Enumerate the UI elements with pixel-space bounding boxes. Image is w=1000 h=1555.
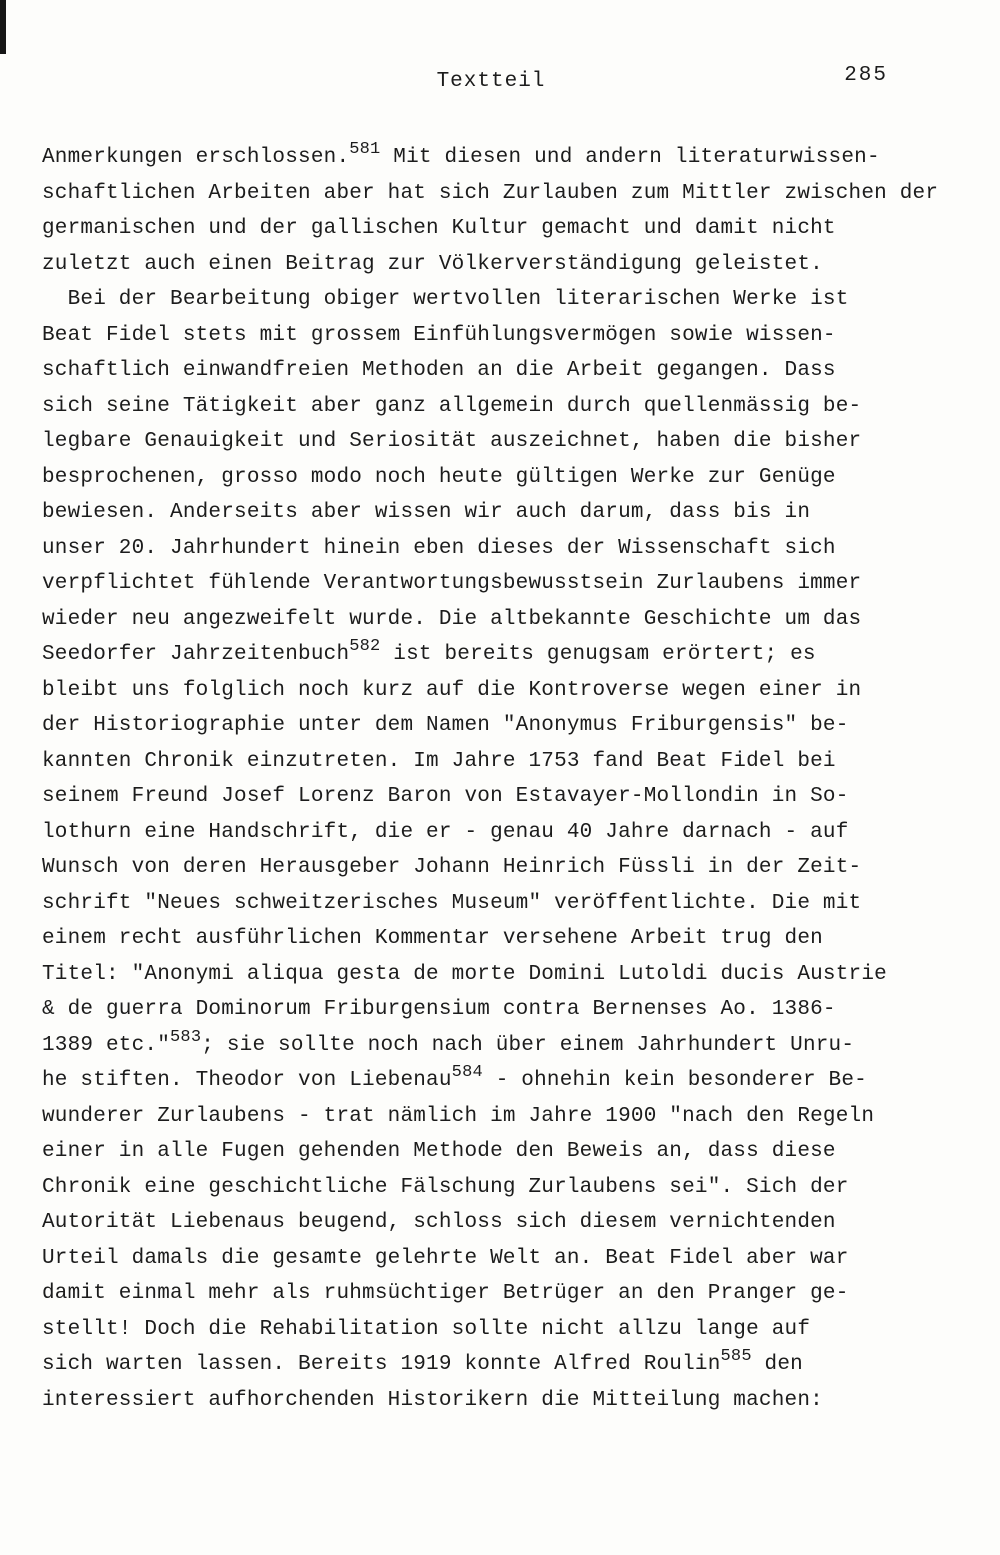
text-line <box>42 886 962 922</box>
text-line <box>42 460 962 496</box>
text-segment: einer in alle Fugen gehenden Methode den Beweis an, dass diese <box>42 1140 836 1163</box>
text-segment: sich seine Tätigkeit aber ganz allgemein durch quellenmässig be- <box>42 394 862 418</box>
text-line <box>42 531 962 567</box>
page-number: 285 <box>844 64 888 87</box>
text-segment: Urteil damals die gesamte gelehrte Welt an. Beat Fidel aber war <box>42 1246 849 1270</box>
text-segment: Seedorfer Jahrzeitenbuch <box>42 643 350 666</box>
text-line <box>42 318 962 354</box>
scan-artifact <box>0 0 6 54</box>
text-line <box>42 353 962 389</box>
text-segment: lothurn eine Handschrift, die er - genau 40 Jahre darnach - auf <box>42 820 849 844</box>
text-segment: kannten Chronik einzutreten. Im Jahre 1753 fand Beat Fidel bei <box>42 749 836 773</box>
text-line <box>42 1063 962 1099</box>
text-segment: Wunsch von deren Herausgeber Johann Heinrich Füssli in der Zeit- <box>42 856 862 879</box>
text-segment: wieder neu angezweifelt wurde. Die altbekannte Geschichte um das <box>42 607 862 631</box>
text-line <box>42 1099 962 1135</box>
text-line <box>42 389 962 425</box>
text-line <box>42 176 962 212</box>
text-line <box>42 247 962 283</box>
text-segment: 1389 etc." <box>42 1033 171 1057</box>
text-segment: stellt! Doch die Rehabilitation sollte nicht allzu lange auf <box>42 1317 811 1341</box>
body-text <box>42 140 962 1418</box>
text-segment: bleibt uns folglich noch kurz auf die Kontroverse wegen einer in <box>42 678 862 702</box>
text-segment: Beat Fidel stets mit grossem Einfühlungsvermögen sowie wissen- <box>42 323 836 347</box>
text-segment: bewiesen. Anderseits aber wissen wir auch darum, dass bis in <box>42 501 811 524</box>
text-line <box>42 779 962 815</box>
text-line <box>42 1134 962 1170</box>
text-line <box>42 1347 962 1383</box>
text-line <box>42 637 962 673</box>
text-line <box>42 495 962 531</box>
text-line <box>42 1276 962 1312</box>
page-title: Textteil <box>436 70 546 93</box>
text-line <box>42 282 962 318</box>
text-segment: Autorität Liebenaus beugend, schloss sich diesem vernichtenden <box>42 1211 836 1234</box>
footnote-ref: 581 <box>349 140 381 159</box>
text-segment: verpflichtet fühlende Verantwortungsbewusstsein Zurlaubens immer <box>42 572 862 595</box>
text-line <box>42 1241 962 1277</box>
text-line <box>42 424 962 460</box>
text-line <box>42 566 962 602</box>
text-segment: damit einmal mehr als ruhmsüchtiger Betrüger an den Pranger ge- <box>42 1282 849 1305</box>
text-segment: Chronik eine geschichtliche Fälschung Zurlaubens sei". Sich der <box>42 1175 849 1199</box>
text-line <box>42 921 962 957</box>
text-segment: legbare Genauigkeit und Seriosität auszeichnet, haben die bisher <box>42 430 862 453</box>
text-segment: schaftlichen Arbeiten aber hat sich Zurlauben zum Mittler zwischen der <box>42 181 939 205</box>
text-segment: & de guerra Dominorum Friburgensium contra Bernenses Ao. 1386- <box>42 998 836 1021</box>
text-segment: schaftlich einwandfreien Methoden an die Arbeit gegangen. Dass <box>42 359 836 382</box>
text-line <box>42 850 962 886</box>
text-line <box>42 602 962 638</box>
footnote-ref: 582 <box>349 637 381 656</box>
text-segment: he stiften. Theodor von Liebenau <box>42 1069 452 1092</box>
page-header <box>42 64 940 100</box>
text-line <box>42 1205 962 1241</box>
text-segment: ist bereits genugsam erörtert; es <box>380 643 816 666</box>
footnote-ref: 583 <box>170 1027 202 1047</box>
text-line <box>42 992 962 1028</box>
text-segment: wunderer Zurlaubens - trat nämlich im Jahre 1900 "nach den Regeln <box>42 1104 875 1128</box>
text-segment: einem recht ausführlichen Kommentar versehene Arbeit trug den <box>42 927 823 950</box>
text-segment: Anmerkungen erschlossen. <box>42 146 350 169</box>
text-segment: Bei der Bearbeitung obiger wertvollen literarischen Werke ist <box>42 288 849 311</box>
text-segment: den <box>751 1353 803 1376</box>
text-line <box>42 1028 962 1064</box>
footnote-ref: 584 <box>451 1063 483 1082</box>
text-segment: zuletzt auch einen Beitrag zur Völkerverständigung geleistet. <box>42 252 823 276</box>
text-segment: interessiert aufhorchenden Historikern die Mitteilung machen: <box>42 1388 823 1412</box>
text-line <box>42 708 962 744</box>
text-segment: Mit diesen und andern literaturwissen- <box>380 146 880 169</box>
text-line <box>42 1312 962 1348</box>
text-segment: schrift "Neues schweitzerisches Museum" veröffentlichte. Die mit <box>42 891 862 915</box>
text-line <box>42 673 962 709</box>
text-line <box>42 211 962 247</box>
text-line <box>42 815 962 851</box>
footnote-ref: 585 <box>720 1347 752 1366</box>
text-line <box>42 1170 962 1206</box>
text-line <box>42 1383 962 1419</box>
text-segment: sich warten lassen. Bereits 1919 konnte Alfred Roulin <box>42 1353 721 1376</box>
text-segment: der Historiographie unter dem Namen "Anonymus Friburgensis" be- <box>42 714 849 737</box>
text-segment: unser 20. Jahrhundert hinein eben dieses der Wissenschaft sich <box>42 536 836 560</box>
text-segment: - ohnehin kein besonderer Be- <box>482 1069 867 1092</box>
text-segment: germanischen und der gallischen Kultur gemacht und damit nicht <box>42 217 836 240</box>
text-line <box>42 140 962 176</box>
text-segment: besprochenen, grosso modo noch heute gültigen Werke zur Genüge <box>42 465 836 489</box>
text-line <box>42 744 962 780</box>
text-segment: ; sie sollte noch nach über einem Jahrhundert Unru- <box>201 1033 855 1057</box>
text-segment: seinem Freund Josef Lorenz Baron von Estavayer-Mollondin in So- <box>42 785 849 808</box>
text-line <box>42 957 962 993</box>
text-segment: Titel: "Anonymi aliqua gesta de morte Domini Lutoldi ducis Austrie <box>42 962 887 986</box>
